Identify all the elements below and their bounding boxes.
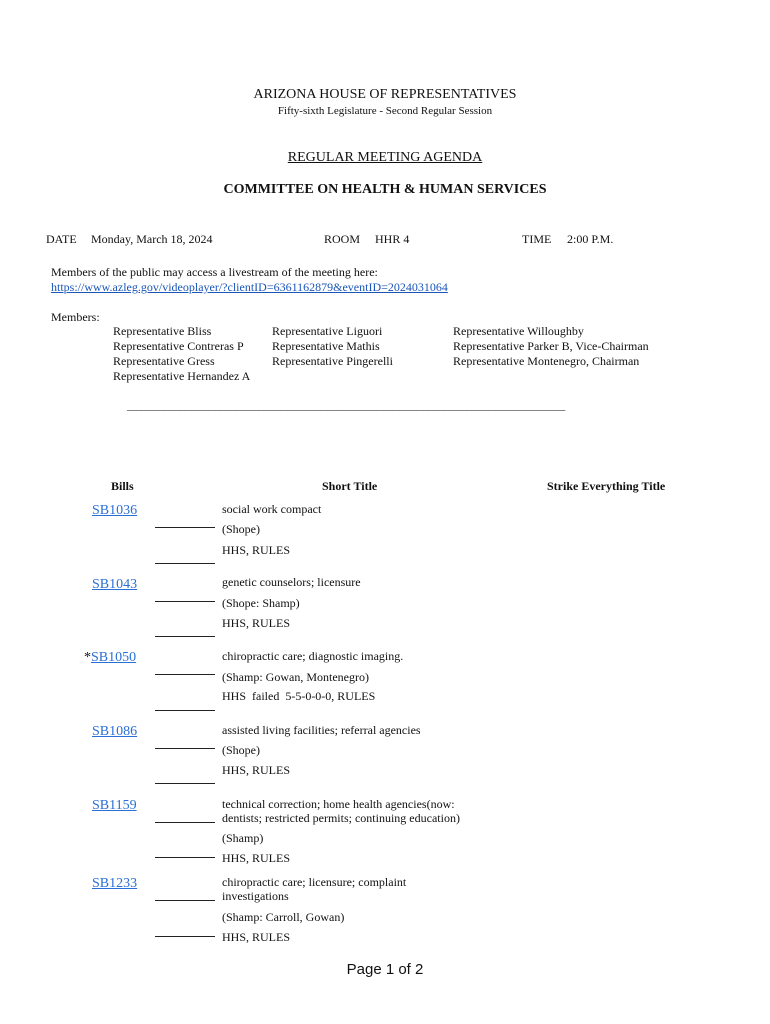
bill-sponsor: (Shamp: Gowan, Montenegro)	[222, 670, 369, 684]
bill-link-sb1159[interactable]: SB1159	[92, 798, 137, 813]
bill-link-sb1233[interactable]: SB1233	[92, 876, 138, 891]
bill-committees: HHS, RULES	[222, 763, 291, 777]
bill-sponsor: (Shope)	[222, 743, 260, 757]
livestream-link[interactable]: https://www.azleg.gov/videoplayer/?clientID=6361162879&eventID=2024031064	[51, 280, 448, 294]
bill-rule	[155, 601, 215, 602]
time-label: TIME	[522, 232, 552, 246]
bill-rule	[155, 900, 215, 901]
bill-sponsor: (Shope: Shamp)	[222, 596, 300, 610]
bill-committees: HHS, RULES	[222, 543, 291, 557]
bill-rule	[155, 674, 215, 675]
time-value: 2:00 P.M.	[567, 232, 614, 246]
bill-rule	[155, 710, 215, 711]
page-number: Page 1 of 2	[346, 961, 424, 978]
bill-short-title: genetic counselors; licensure	[222, 575, 361, 589]
bill-committees: HHS, RULES	[222, 930, 291, 944]
member-name: Representative Willoughby	[453, 324, 584, 338]
members-column-3	[453, 324, 649, 369]
bill-rule	[155, 783, 215, 784]
member-name: Representative Parker B, Vice-Chairman	[453, 339, 649, 353]
bill-sponsor: (Shamp: Carroll, Gowan)	[222, 910, 345, 924]
bill-rule	[155, 936, 215, 937]
member-name: Representative Gress	[113, 354, 215, 368]
bill-link-sb1086[interactable]: SB1086	[92, 724, 138, 739]
room-value: HHR 4	[375, 232, 410, 246]
bill-rule	[155, 822, 215, 823]
strike-title-header: Strike Everything Title	[547, 479, 666, 493]
bills-header: Bills	[111, 479, 134, 493]
bill-rule	[155, 748, 215, 749]
org-title: ARIZONA HOUSE OF REPRESENTATIVES	[253, 87, 517, 102]
member-name: Representative Pingerelli	[272, 354, 393, 368]
bill-rule	[155, 636, 215, 637]
bill-short-title-continued: investigations	[222, 889, 289, 903]
session-subtitle: Fifty-sixth Legislature - Second Regular Session	[277, 105, 493, 117]
member-name: Representative Mathis	[272, 339, 380, 353]
bill-rule	[155, 527, 215, 528]
bill-short-title: technical correction; home health agencies(now:	[222, 797, 455, 811]
short-title-header: Short Title	[322, 479, 378, 493]
room-label: ROOM	[324, 232, 361, 246]
bill-short-title: social work compact	[222, 502, 322, 516]
bill-short-title: chiropractic care; diagnostic imaging.	[222, 649, 404, 663]
bill-short-title: assisted living facilities; referral agencies	[222, 723, 421, 737]
member-name: Representative Montenegro, Chairman	[453, 354, 640, 368]
bill-asterisk: *	[84, 650, 91, 665]
livestream-text: Members of the public may access a livestream of the meeting here:	[51, 265, 378, 279]
bill-sponsor: (Shamp)	[222, 831, 264, 845]
date-label: DATE	[46, 232, 77, 246]
bill-sponsor: (Shope)	[222, 522, 260, 536]
bill-link-sb1043[interactable]: SB1043	[92, 577, 138, 592]
bill-committees: HHS failed 5-5-0-0-0, RULES	[222, 689, 376, 703]
members-column-1	[113, 324, 250, 384]
members-label: Members:	[51, 310, 100, 324]
member-name: Representative Liguori	[272, 324, 383, 338]
member-name: Representative Contreras P	[113, 339, 244, 353]
bill-committees: HHS, RULES	[222, 851, 291, 865]
bill-rule	[155, 563, 215, 564]
separator-line: ______________________________________________________________________________	[127, 400, 566, 412]
bill-short-title: chiropractic care; licensure; complaint	[222, 875, 407, 889]
agenda-type: REGULAR MEETING AGENDA	[287, 150, 483, 165]
bill-short-title-continued: dentists; restricted permits; continuing education)	[222, 811, 460, 825]
member-name: Representative Bliss	[113, 324, 212, 338]
bill-rule	[155, 857, 215, 858]
bill-link-sb1050[interactable]: SB1050	[91, 650, 137, 665]
members-column-2	[272, 324, 393, 369]
date-value: Monday, March 18, 2024	[91, 232, 213, 246]
bill-link-sb1036[interactable]: SB1036	[92, 503, 138, 518]
bill-committees: HHS, RULES	[222, 616, 291, 630]
member-name: Representative Hernandez A	[113, 369, 251, 383]
committee-title: COMMITTEE ON HEALTH & HUMAN SERVICES	[223, 182, 547, 197]
